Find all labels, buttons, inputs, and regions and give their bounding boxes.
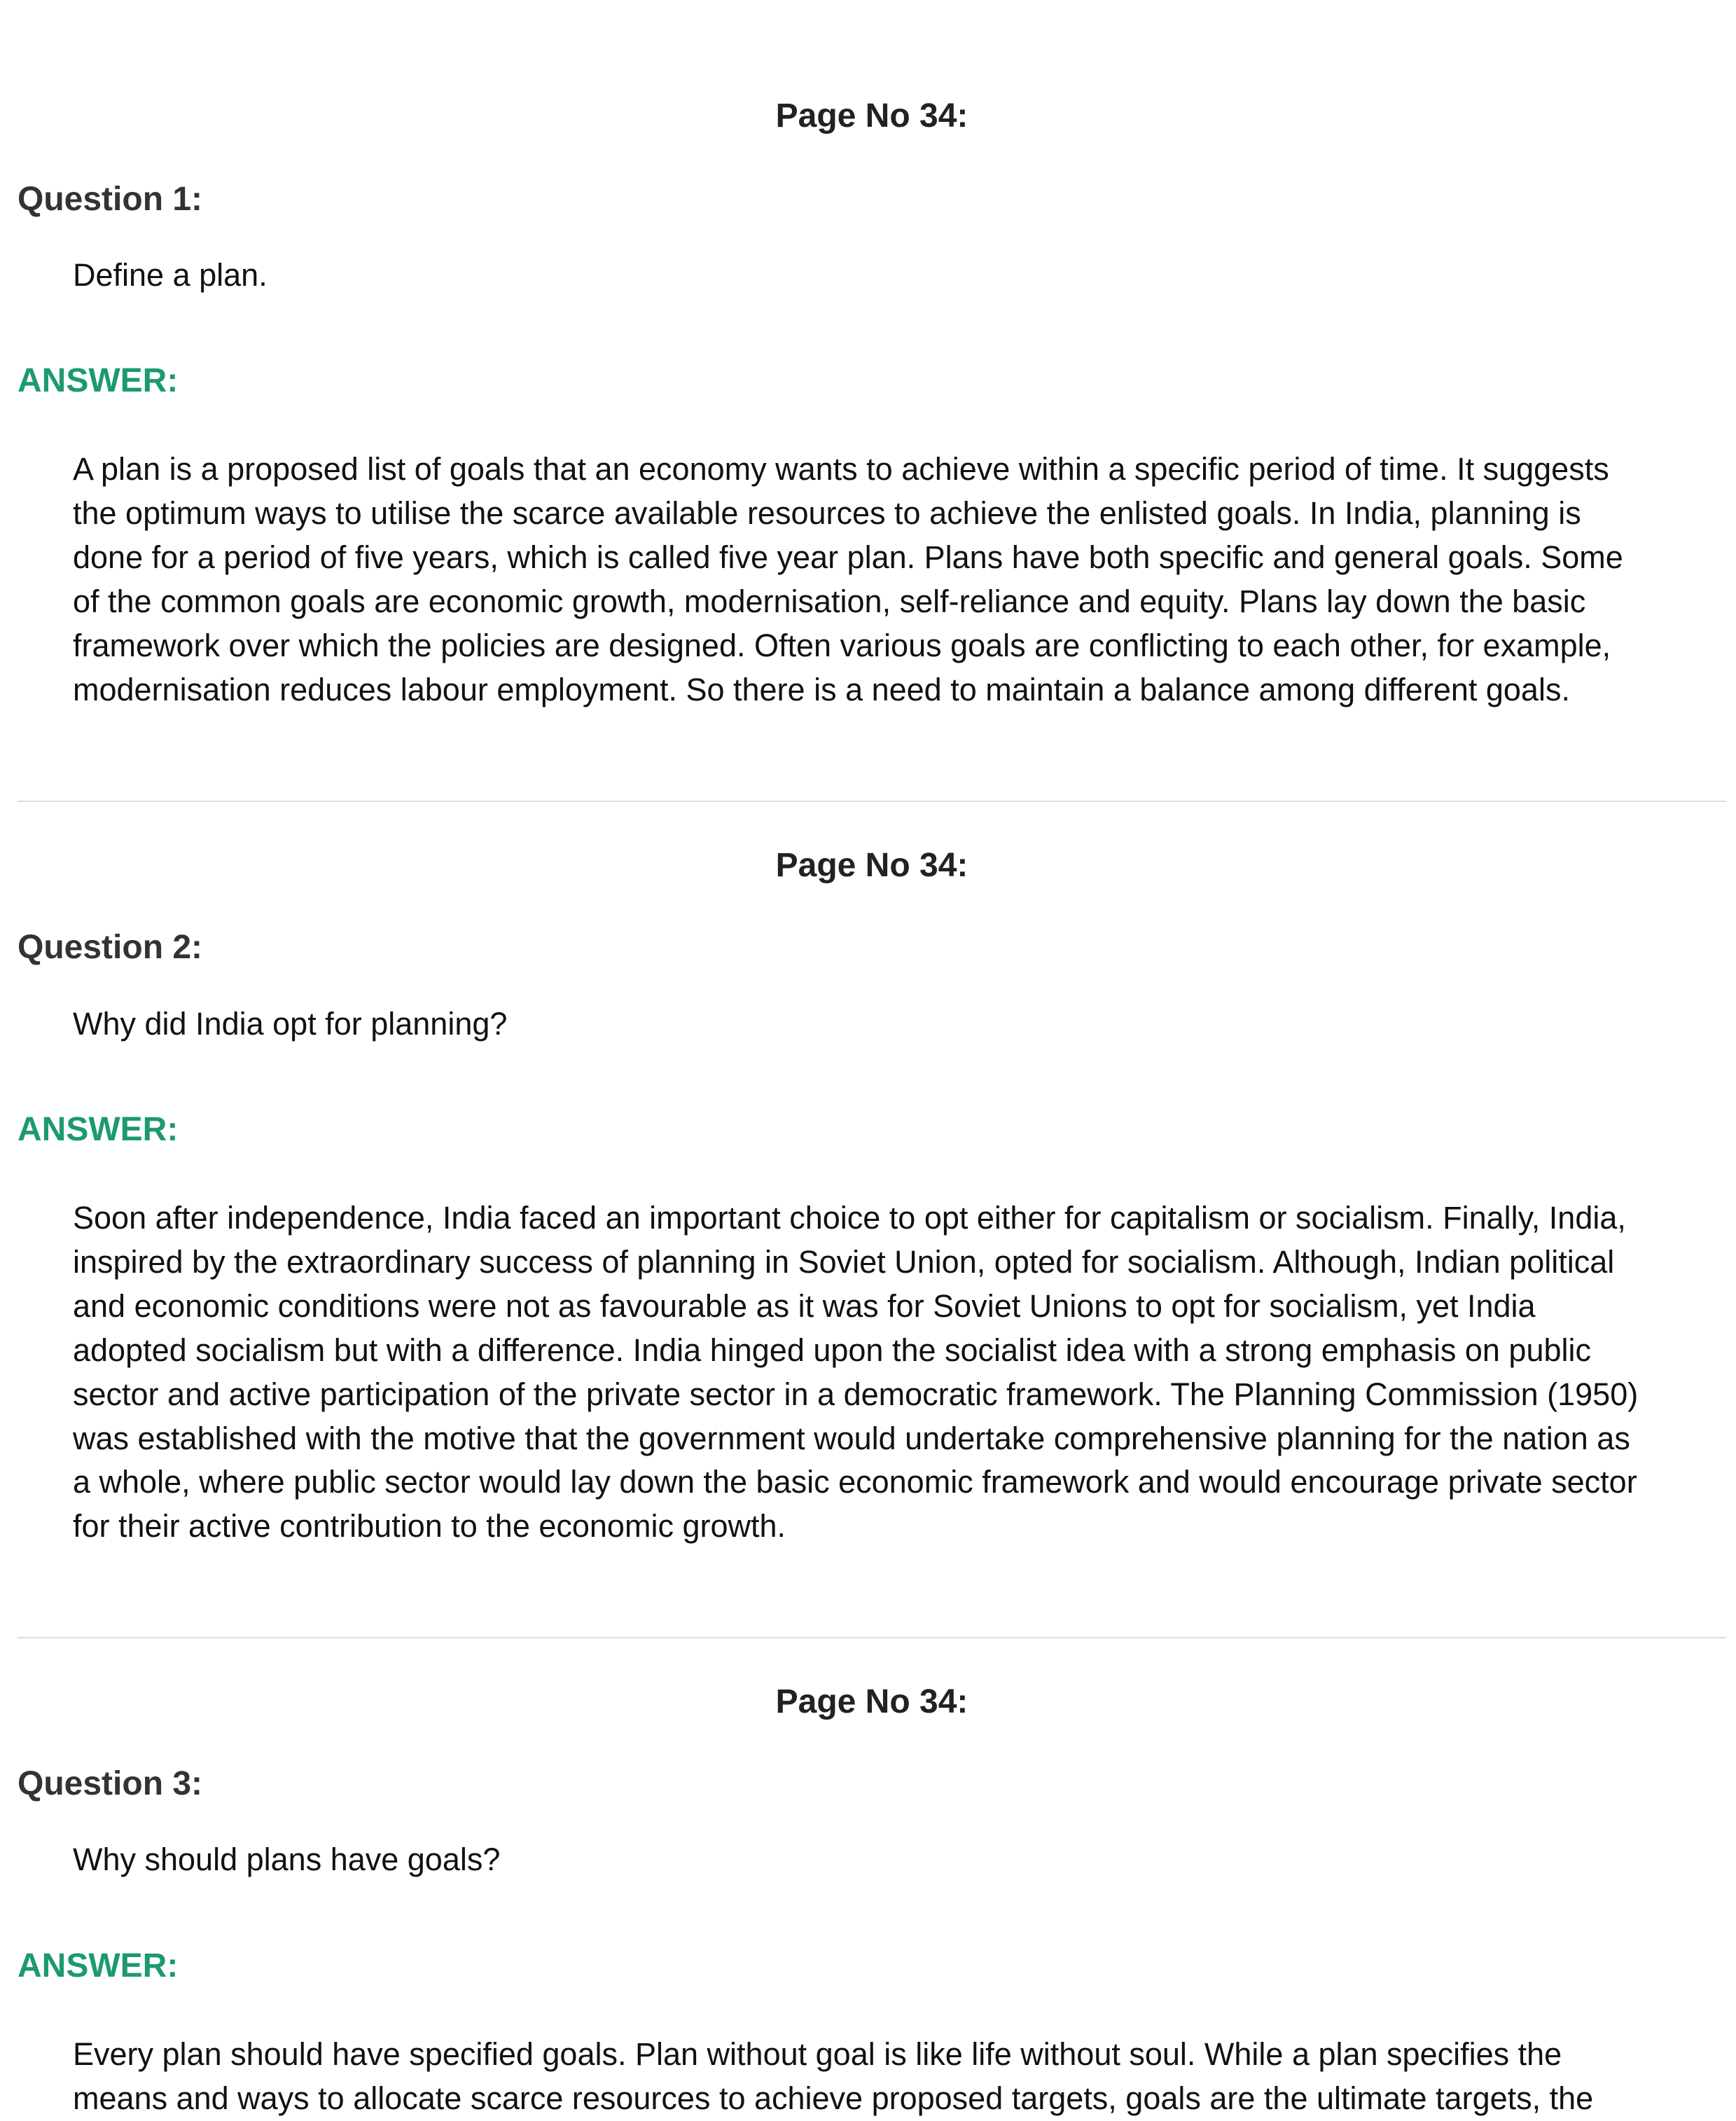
answer-line: modernisation reduces labour employment. So there is a need to maintain a balance among different goals. xyxy=(73,671,1570,707)
question-text: Why did India opt for planning? xyxy=(73,1006,508,1042)
answer-label: ANSWER: xyxy=(18,362,179,399)
question-label: Question 3: xyxy=(18,1765,203,1802)
answer-line: was established with the motive that the government would undertake comprehensive planning for the nation as xyxy=(73,1420,1630,1456)
page-number-heading: Page No 34: xyxy=(775,1683,968,1720)
answer-line: and economic conditions were not as favourable as it was for Soviet Unions to opt for socialism, yet India xyxy=(73,1287,1536,1324)
answer-line: inspired by the extraordinary success of planning in Soviet Union, opted for socialism. Although, Indian political xyxy=(73,1243,1615,1280)
page-number-heading: Page No 34: xyxy=(775,847,968,884)
answer-line: done for a period of five years, which is called five year plan. Plans have both specific and general goals. Some xyxy=(73,539,1623,575)
answer-text xyxy=(73,2033,1732,2121)
answer-line: for their active contribution to the economic growth. xyxy=(73,1508,786,1545)
question-label: Question 2: xyxy=(18,929,203,966)
question-label: Question 1: xyxy=(18,181,203,218)
answer-line: the optimum ways to utilise the scarce available resources to achieve the enlisted goals. In India, planning is xyxy=(73,495,1581,531)
answer-line: a whole, where public sector would lay down the basic economic framework and would encourage private sector xyxy=(73,1464,1637,1500)
question-text: Define a plan. xyxy=(73,257,268,293)
answer-line: sector and active participation of the private sector in a democratic framework. The Planning Commission (1950) xyxy=(73,1376,1639,1412)
answer-label: ANSWER: xyxy=(18,1111,179,1148)
answer-line: of the common goals are economic growth, modernisation, self-reliance and equity. Plans lay down the basic xyxy=(73,583,1586,619)
answer-line: adopted socialism but with a difference. India hinged upon the socialist idea with a strong emphasis on public xyxy=(73,1332,1591,1368)
answer-line: Every plan should have specified goals. Plan without goal is like life without soul. While a plan specifies the xyxy=(73,2036,1562,2072)
answer-line: means and ways to allocate scarce resources to achieve proposed targets, goals are the ultimate targets, the xyxy=(73,2080,1594,2116)
section-divider xyxy=(18,1637,1726,1638)
answer-label: ANSWER: xyxy=(18,1947,179,1984)
answer-text xyxy=(73,448,1732,712)
answer-line: A plan is a proposed list of goals that an economy wants to achieve within a specific period of time. It suggests xyxy=(73,451,1609,487)
section-divider xyxy=(18,801,1726,802)
question-text: Why should plans have goals? xyxy=(73,1842,501,1877)
page-number-heading: Page No 34: xyxy=(775,97,968,134)
answer-line: framework over which the policies are designed. Often various goals are conflicting to each other, for example, xyxy=(73,627,1611,663)
answer-text xyxy=(73,1196,1732,1549)
answer-line: Soon after independence, India faced an important choice to opt either for capitalism or socialism. Finally, India, xyxy=(73,1200,1626,1236)
